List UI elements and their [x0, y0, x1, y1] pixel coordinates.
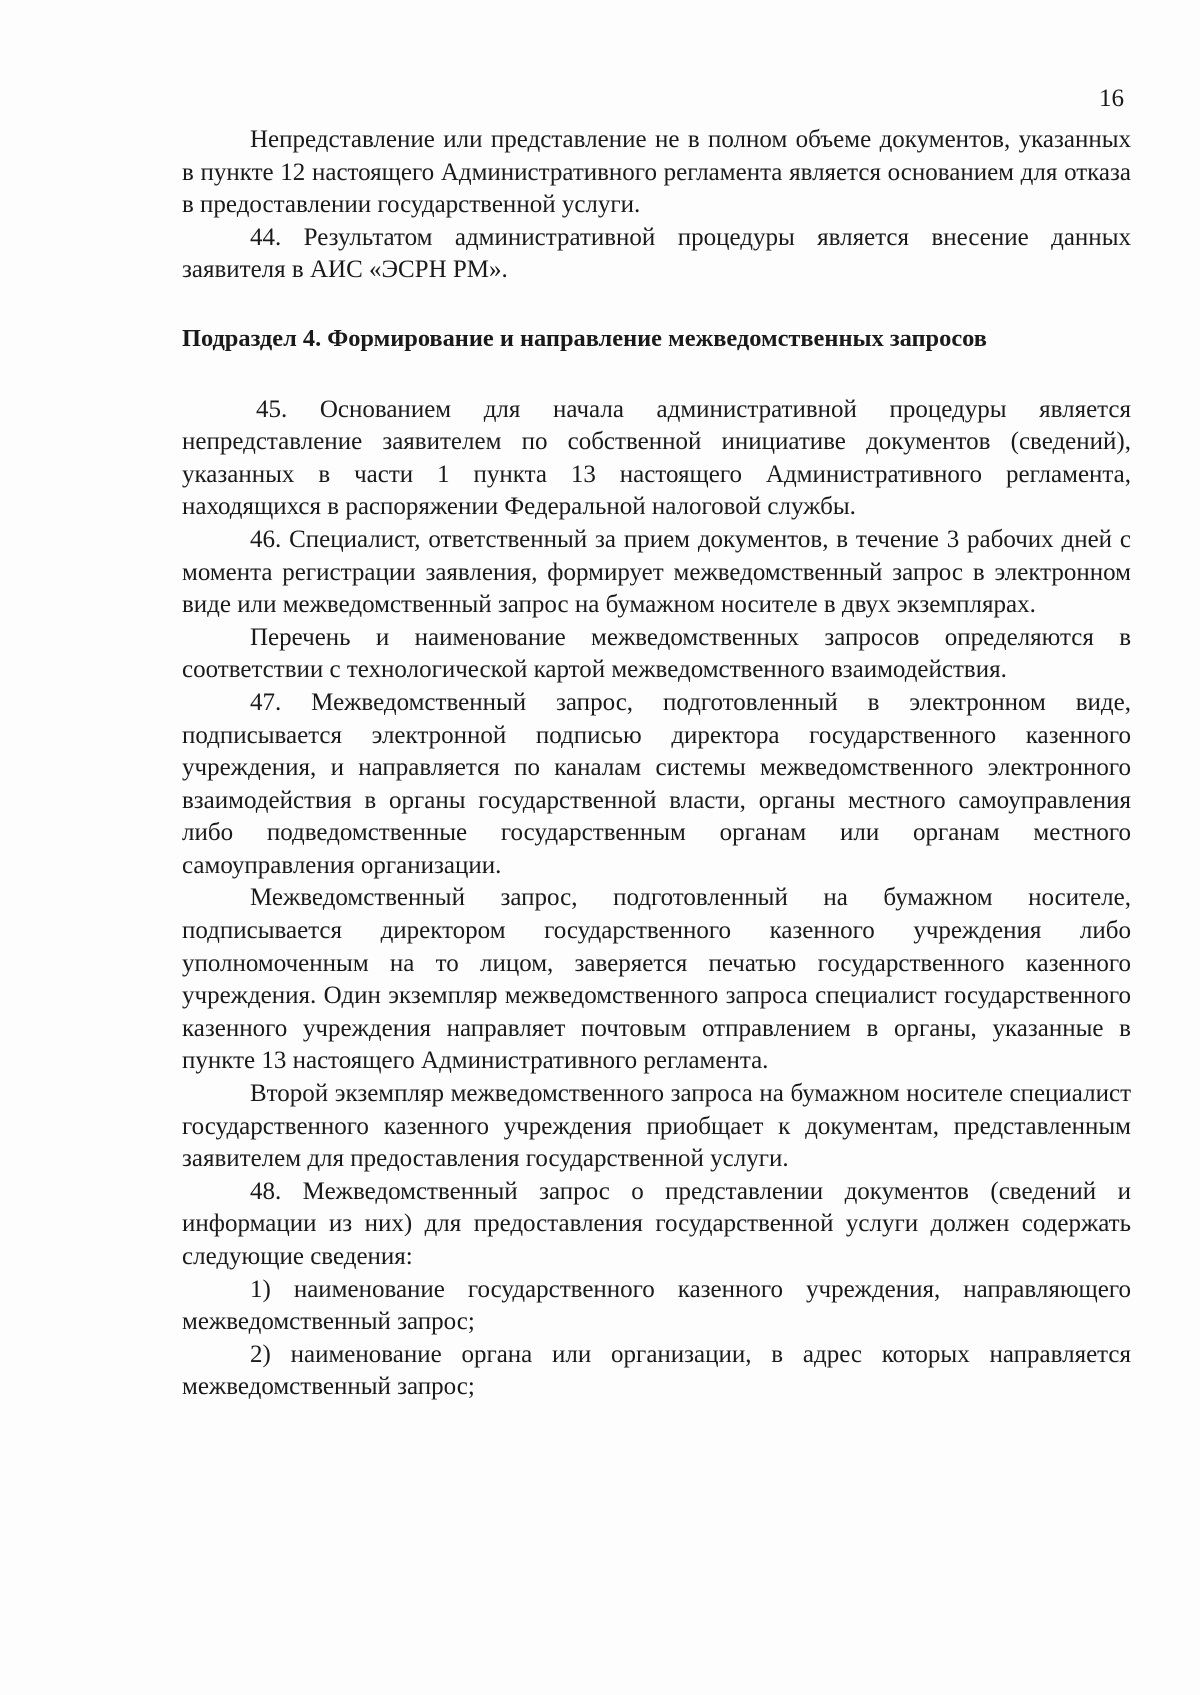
- list-item-2: 2) наименование органа или организации, в адрес которых направляется межведомственный запрос;: [182, 1340, 1131, 1401]
- paragraph-refusal-basis: Непредставление или представление не в полном объеме документов, указанных в пункте 12 настоящего Административного регламента является основанием для отказа в предоставлении государственной услуги.: [182, 126, 1131, 219]
- document-body: [182, 124, 1131, 1404]
- paragraph-46: 46. Специалист, ответственный за прием документов, в течение 3 рабочих дней с момента регистрации заявления, формирует межведомственный запрос в электронном виде или межведомственный запрос на бумажном носителе в двух экземплярах.: [182, 525, 1131, 619]
- paragraph-paper-request: Межведомственный запрос, подготовленный на бумажном носителе, подписывается директором государственного казенного учреждения либо уполномоченным на то лицом, заверяется печатью государственного казенного учреждения. Один экземпляр межведомственного запроса специалист государственного казенного учреждения направляет почтовым отправлением в органы, указанные в пункте 13 настоящего Административного регламента.: [182, 884, 1131, 1075]
- paragraph-45: 45. Основанием для начала административной процедуры является непредставление заявителем по собственной инициативе документов (сведений), указанных в части 1 пункта 13 настоящего Административного регламента, находящихся в распоряжении Федеральной налоговой службы.: [182, 395, 1131, 521]
- list-item-1: 1) наименование государственного казенного учреждения, направляющего межведомственный запрос;: [182, 1275, 1131, 1336]
- page-number: 16: [1099, 85, 1124, 112]
- section-body: [182, 394, 1131, 1404]
- section-heading: Подраздел 4. Формирование и направление межведомственных запросов: [182, 324, 987, 352]
- paragraph-44: 44. Результатом административной процедуры является внесение данных заявителя в АИС «ЭСРН РМ».: [182, 223, 1131, 284]
- paragraph-47: 47. Межведомственный запрос, подготовленный в электронном виде, подписывается электронной подписью директора государственного казенного учреждения, и направляется по каналам системы межведомственного электронного взаимодействия в органы государственной власти, органы местного самоуправления либо подведомственные государственным органам или органам местного самоуправления организации.: [182, 688, 1131, 879]
- paragraph-48: 48. Межведомственный запрос о представлении документов (сведений и информации из них) для предоставления государственной услуги должен содержать следующие сведения:: [182, 1177, 1131, 1270]
- paragraph-request-list: Перечень и наименование межведомственных запросов определяются в соответствии с технологической картой межведомственного взаимодействия.: [182, 623, 1131, 684]
- paragraph-second-copy: Второй экземпляр межведомственного запроса на бумажном носителе специалист государственного казенного учреждения приобщает к документам, представленным заявителем для предоставления государственной услуги.: [182, 1080, 1131, 1173]
